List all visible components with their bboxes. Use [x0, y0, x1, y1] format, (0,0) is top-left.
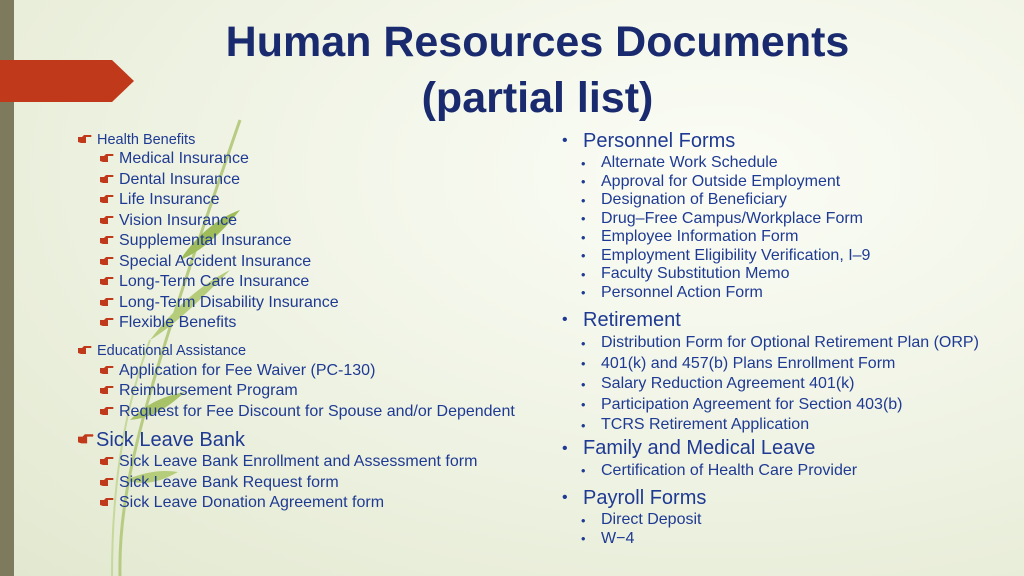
list-item-label: Vision Insurance	[119, 211, 237, 229]
list-item-label: Distribution Form for Optional Retirement Plan (ORP)	[601, 334, 979, 352]
page-title	[165, 14, 910, 126]
section-label: Educational Assistance	[97, 343, 247, 359]
list-item-label: Participation Agreement for Section 403(b)	[601, 395, 903, 413]
title-line-2: (partial list)	[421, 74, 654, 122]
list-item	[562, 354, 1022, 375]
bullet-icon: •	[562, 132, 568, 149]
list-item-label: Supplemental Insurance	[119, 232, 292, 250]
list-item	[562, 173, 1022, 192]
list-item	[562, 333, 1022, 354]
bullet-icon: •	[581, 266, 586, 282]
list-item-label: Alternate Work Schedule	[601, 154, 778, 172]
list-item	[562, 154, 1022, 173]
list-item-label: Employee Information Form	[601, 228, 799, 246]
list-item-label: Designation of Beneficiary	[601, 191, 787, 209]
list-item-label: Life Insurance	[119, 191, 220, 209]
list-item	[78, 493, 548, 514]
list-item	[78, 293, 548, 314]
list-item-label: Reimbursement Program	[119, 382, 298, 400]
bullet-icon: •	[581, 397, 586, 413]
section-label: Personnel Forms	[583, 129, 736, 152]
pointing-hand-icon	[100, 175, 114, 185]
list-item	[78, 381, 548, 402]
pointing-hand-icon	[100, 236, 114, 246]
bullet-icon: •	[562, 439, 568, 457]
pointing-hand-icon	[78, 434, 94, 446]
list-item	[562, 247, 1022, 266]
section-sick-leave-bank	[78, 428, 548, 452]
pointing-hand-icon	[100, 154, 114, 164]
list-item	[78, 149, 548, 170]
pointing-hand-icon	[100, 366, 114, 376]
list-item	[562, 530, 1022, 549]
list-item	[78, 231, 548, 252]
pointing-hand-icon	[100, 457, 114, 467]
pointing-hand-icon	[100, 498, 114, 508]
list-item	[562, 191, 1022, 210]
section-payroll-forms	[562, 485, 1022, 511]
section-label: Family and Medical Leave	[583, 437, 816, 459]
pointing-hand-icon	[100, 478, 114, 488]
pointing-hand-icon	[100, 318, 114, 328]
list-item	[78, 452, 548, 473]
list-item	[78, 211, 548, 232]
list-item	[78, 272, 548, 293]
title-line-1: Human Resources Documents	[225, 18, 850, 66]
bullet-icon: •	[581, 531, 586, 547]
bullet-icon: •	[581, 192, 586, 208]
list-item-label: Sick Leave Donation Agreement form	[119, 494, 385, 512]
pointing-hand-icon	[100, 216, 114, 226]
list-item	[562, 395, 1022, 416]
list-item-label: W−4	[601, 529, 635, 547]
bullet-icon: •	[581, 155, 586, 171]
list-item	[562, 228, 1022, 247]
pointing-hand-icon	[100, 257, 114, 267]
section-label: Sick Leave Bank	[96, 428, 245, 451]
right-column	[562, 128, 1022, 548]
bullet-icon: •	[581, 211, 586, 227]
list-item-label: Drug–Free Campus/Workplace Form	[601, 209, 864, 227]
list-item-label: Long-Term Care Insurance	[119, 273, 310, 291]
list-item	[78, 190, 548, 211]
pointing-hand-icon	[100, 386, 114, 396]
list-item	[78, 361, 548, 382]
list-item	[562, 511, 1022, 530]
pointing-hand-icon	[78, 346, 92, 356]
pointing-hand-icon	[100, 407, 114, 417]
list-item-label: Application for Fee Waiver (PC-130)	[119, 361, 376, 379]
red-accent-arrow	[0, 60, 134, 102]
list-item	[562, 374, 1022, 395]
pointing-hand-icon	[78, 135, 92, 145]
list-item-label: Personnel Action Form	[601, 283, 763, 301]
bullet-icon: •	[581, 248, 586, 264]
list-item	[78, 473, 548, 494]
bullet-icon: •	[562, 311, 568, 328]
list-item-label: Salary Reduction Agreement 401(k)	[601, 375, 855, 393]
list-item-label: Sick Leave Bank Enrollment and Assessment form	[119, 453, 478, 471]
list-item	[562, 265, 1022, 284]
list-item-label: Long-Term Disability Insurance	[119, 293, 339, 311]
list-item	[562, 210, 1022, 229]
list-item-label: Faculty Substitution Memo	[601, 265, 790, 283]
section-personnel-forms	[562, 128, 1022, 154]
list-item-label: Request for Fee Discount for Spouse and/or Dependent	[119, 402, 515, 420]
bullet-icon: •	[581, 463, 586, 479]
list-item-label: 401(k) and 457(b) Plans Enrollment Form	[601, 354, 896, 372]
list-item-label: Certification of Health Care Provider	[601, 461, 858, 479]
bullet-icon: •	[581, 285, 586, 301]
bullet-icon: •	[581, 512, 586, 528]
list-item-label: Employment Eligibility Verification, I–9	[601, 246, 871, 264]
list-item	[78, 313, 548, 334]
section-family-medical-leave	[562, 436, 1022, 462]
bullet-icon: •	[581, 356, 586, 372]
bullet-icon: •	[581, 229, 586, 245]
bullet-icon: •	[581, 335, 586, 351]
list-item	[78, 170, 548, 191]
list-item	[78, 402, 548, 423]
section-label: Retirement	[583, 308, 681, 331]
bullet-icon: •	[581, 376, 586, 392]
section-label: Payroll Forms	[583, 486, 707, 509]
bullet-icon: •	[562, 489, 568, 506]
list-item-label: Approval for Outside Employment	[601, 172, 841, 190]
list-item-label: Dental Insurance	[119, 170, 240, 188]
left-column	[78, 130, 548, 514]
section-educational-assistance	[78, 342, 548, 361]
pointing-hand-icon	[100, 298, 114, 308]
list-item	[562, 415, 1022, 436]
bullet-icon: •	[581, 417, 586, 433]
list-item-label: Sick Leave Bank Request form	[119, 473, 339, 491]
list-item-label: TCRS Retirement Application	[601, 416, 810, 434]
section-retirement	[562, 307, 1022, 333]
pointing-hand-icon	[100, 195, 114, 205]
list-item-label: Direct Deposit	[601, 511, 702, 529]
bullet-icon: •	[581, 174, 586, 190]
section-label: Health Benefits	[97, 131, 196, 148]
list-item	[78, 252, 548, 273]
list-item	[562, 284, 1022, 303]
list-item-label: Medical Insurance	[119, 150, 249, 168]
pointing-hand-icon	[100, 277, 114, 287]
section-health-benefits	[78, 130, 548, 149]
list-item-label: Flexible Benefits	[119, 314, 237, 332]
list-item-label: Special Accident Insurance	[119, 252, 312, 270]
list-item	[562, 462, 1022, 481]
